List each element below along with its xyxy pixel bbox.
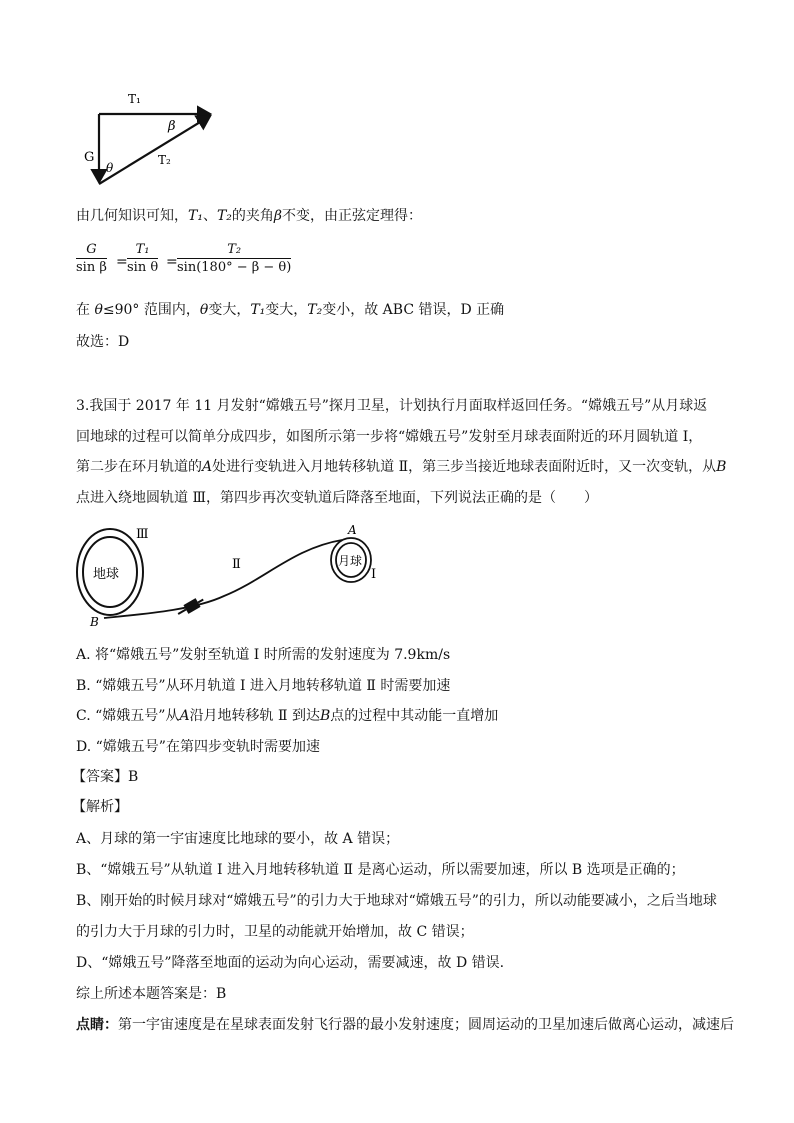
option-b: B. “嫦娥五号”从环月轨道 Ⅰ 进入月地转移轨道 Ⅱ 时需要加速 xyxy=(76,678,451,694)
question-line-3: 第二步在环月轨道的A处进行变轨进入月地转移轨道 Ⅱ，第三步当接近地球表面附近时，又一次变轨，从B xyxy=(76,459,727,475)
fraction-g: $\frac{G}{\text{sin β}}$ xyxy=(76,242,107,275)
moon-label: 月球 xyxy=(338,554,363,568)
analysis-line-3: B、刚开始的时候月球对“嫦娥五号”的引力大于地球对“嫦娥五号”的引力，所以动能要减小，之后当地球 xyxy=(76,893,717,909)
analysis-line-1: A、月球的第一宇宙速度比地球的要小，故 A 错误； xyxy=(76,831,400,847)
t2-label: T₂ xyxy=(158,153,171,167)
option-a: A. 将“嫦娥五号”发射至轨道 Ⅰ 时所需的发射速度为 7.9km/s xyxy=(76,647,451,663)
tip-line xyxy=(76,1015,734,1035)
range-text: 在 θ≤90° 范围内，θ变大，T₁变大，T₂变小，故 ABC 错误，D 正确 xyxy=(76,302,505,318)
orbit-1-label: Ⅰ xyxy=(371,567,377,582)
beta-label: β xyxy=(168,119,176,134)
equals-sign-2: = xyxy=(166,254,178,270)
analysis-summary: 综上所述本题答案是：B xyxy=(76,986,227,1002)
equals-sign: = xyxy=(116,254,128,270)
option-c: C. “嫦娥五号”从A沿月地转移轨 Ⅱ 到达B点的过程中其动能一直增加 xyxy=(76,708,499,724)
fraction-t2: $\frac{\text{T₂}}{\sin(180^\circ - \beta - \theta)}$ xyxy=(177,242,292,275)
option-d: D. “嫦娥五号”在第四步变轨时需要加速 xyxy=(76,739,320,755)
orbit-2-label: Ⅱ xyxy=(232,557,241,572)
t1-label: T₁ xyxy=(128,92,141,106)
analysis-line-5: D、“嫦娥五号”降落至地面的运动为向心运动，需要减速，故 D 错误. xyxy=(76,955,505,971)
analysis-heading: 【解析】 xyxy=(72,799,128,815)
force-triangle-figure xyxy=(80,86,220,190)
orbit-diagram xyxy=(74,518,390,630)
analysis-line-2: B、“嫦娥五号”从轨道 Ⅰ 进入月地转移轨道 Ⅱ 是离心运动，所以需要加速，所以 B 选项是正确的； xyxy=(76,862,685,878)
question-line-4: 点进入绕地圆轨道 Ⅲ，第四步再次变轨道后降落至地面，下列说法正确的是（ ） xyxy=(76,490,598,506)
geometry-text: 由几何知识可知，T₁、T₂的夹角β不变，由正弦定理得： xyxy=(76,208,422,224)
choice-text: 故选：D xyxy=(76,334,130,350)
question-line-1: 3.我国于 2017 年 11 月发射“嫦娥五号”探月卫星，计划执行月面取样返回任务。“嫦娥五号”从月球返 xyxy=(76,398,708,414)
point-b-label: B xyxy=(90,615,99,629)
t2-vector xyxy=(99,116,210,184)
earth-label: 地球 xyxy=(93,567,120,582)
orbit-3-label: Ⅲ xyxy=(136,527,149,542)
point-a-label: A xyxy=(348,523,357,537)
answer-label: 【答案】B xyxy=(72,769,139,785)
fraction-t1: $\frac{\text{T₁}}{\text{sin θ}}$ xyxy=(127,242,159,275)
satellite-icon xyxy=(176,595,206,618)
g-label: G xyxy=(84,150,95,165)
analysis-line-4: 的引力大于月球的引力时，卫星的动能就开始增加，故 C 错误； xyxy=(76,924,474,940)
tip-text: 第一宇宙速度是在星球表面发射飞行器的最小发射速度；圆周运动的卫星加速后做离心运动，减速后 xyxy=(118,1017,734,1033)
theta-label: θ xyxy=(106,161,114,175)
question-line-2: 回地球的过程可以简单分成四步，如图所示第一步将“嫦娥五号”发射至月球表面附近的环月圆轨道 Ⅰ， xyxy=(76,429,703,445)
tip-label: 点睛： xyxy=(76,1017,118,1033)
